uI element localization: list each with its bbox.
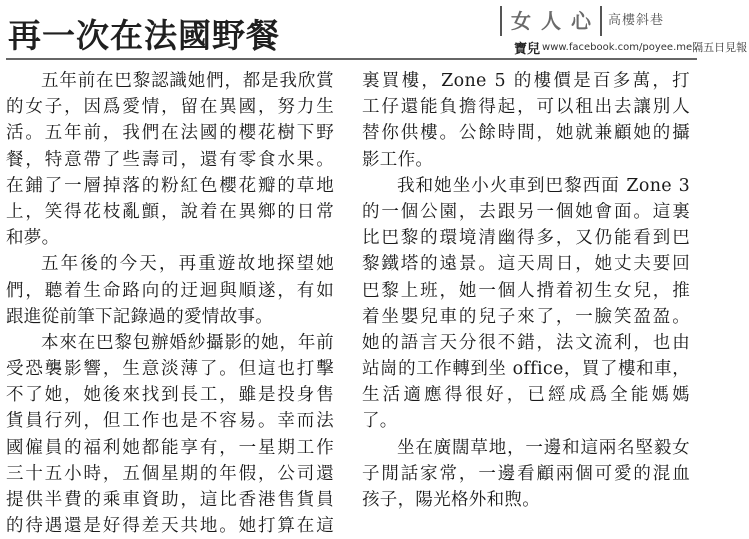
text-line: 受恐襲影響，生意淡薄了。但這也打擊 (6, 359, 334, 380)
text-line: 影工作。 (362, 149, 434, 170)
text-line: 國僱員的福利她都能享有，一星期工作 (6, 437, 334, 458)
column-masthead (500, 6, 748, 60)
text-line: 在鋪了一層掉落的粉紅色櫻花瓣的草地 (6, 175, 334, 196)
publication-frequency: 隔五日見報 (692, 41, 748, 54)
text-line: 三十五小時，五個星期的年假，公司還 (6, 463, 334, 484)
text-line: 工仔還能負擔得起，可以租出去讓別人 (362, 97, 690, 118)
column-title-char: 心 (571, 9, 591, 33)
text-line: 五年前在巴黎認識她們，都是我欣賞 (41, 71, 334, 91)
text-line: 站崗的工作轉到坐 office，買了樓和車， (362, 359, 690, 380)
header-divider (6, 58, 697, 60)
text-line: 子閒話家常，一邊看顧兩個可愛的混血 (362, 463, 690, 484)
text-line: 本來在巴黎包辦婚紗攝影的她，年前 (41, 332, 334, 353)
author-url: www.facebook.com/poyee.me (542, 41, 693, 53)
text-line: 比巴黎的環境清幽得多，又仍能看到巴 (362, 228, 690, 249)
column-title (500, 6, 602, 36)
text-line: 和夢。 (6, 228, 60, 249)
column-title-char: 女 (511, 9, 531, 33)
column-masthead-bottom (500, 36, 748, 58)
text-line: 替你供樓。公餘時間，她就兼顧她的攝 (362, 123, 690, 144)
text-line: 不了她，她後來找到長工，雖是投身售 (6, 385, 334, 406)
text-line: 活。五年前，我們在法國的櫻花樹下野 (6, 123, 334, 144)
article-column-left (6, 68, 334, 539)
column-masthead-top (500, 6, 697, 36)
text-line: 貨員行列，但工作也是不容易。幸而法 (6, 411, 334, 432)
text-line: 餐，特意帶了些壽司，還有零食水果。 (6, 149, 334, 170)
article-column-right (362, 68, 690, 513)
text-line: 我和她坐小火車到巴黎西面 Zone 3 (397, 175, 690, 196)
text-line: 孩子，陽光格外和煦。 (362, 490, 540, 510)
author-name: 寶兒 (514, 41, 541, 57)
text-line: 了。 (362, 411, 398, 432)
text-line: 五年後的今天，再重遊故地探望她 (41, 254, 334, 275)
text-line: 巴黎上班，她一個人揹着初生女兒，推 (362, 280, 690, 301)
text-line: 生活適應得很好，已經成爲全能媽媽 (362, 385, 690, 406)
column-title-char: 人 (541, 9, 561, 33)
text-line: 的待遇還是好得差天共地。她打算在這 (6, 516, 334, 537)
text-line: 坐在廣闊草地，一邊和這兩名堅毅女 (397, 437, 690, 458)
article-headline: 再一次在法國野餐 (8, 16, 280, 55)
text-line: 的一個公園，去跟另一個她會面。這裏 (362, 201, 690, 222)
text-line: 着坐嬰兒車的兒子來了，一臉笑盈盈。 (362, 306, 690, 327)
text-line: 跟進從前筆下記錄過的愛情故事。 (6, 306, 273, 327)
text-line: 的女子，因爲愛情，留在異國，努力生 (6, 97, 334, 118)
text-line: 裏買樓，Zone 5 的樓價是百多萬，打 (362, 71, 690, 91)
text-line: 們，聽着生命路向的迂迴與順遂，有如 (6, 280, 334, 301)
text-line: 黎鐵塔的遠景。這天周日，她丈夫要回 (362, 254, 690, 275)
column-name: 高樓斜巷 (608, 13, 665, 28)
text-line: 提供半費的乘車資助，這比香港售貨員 (6, 490, 334, 510)
text-line: 她的語言天分很不錯，法文流利，也由 (362, 332, 690, 353)
text-line: 上，笑得花枝亂顫，說着在異鄉的日常 (6, 201, 334, 222)
